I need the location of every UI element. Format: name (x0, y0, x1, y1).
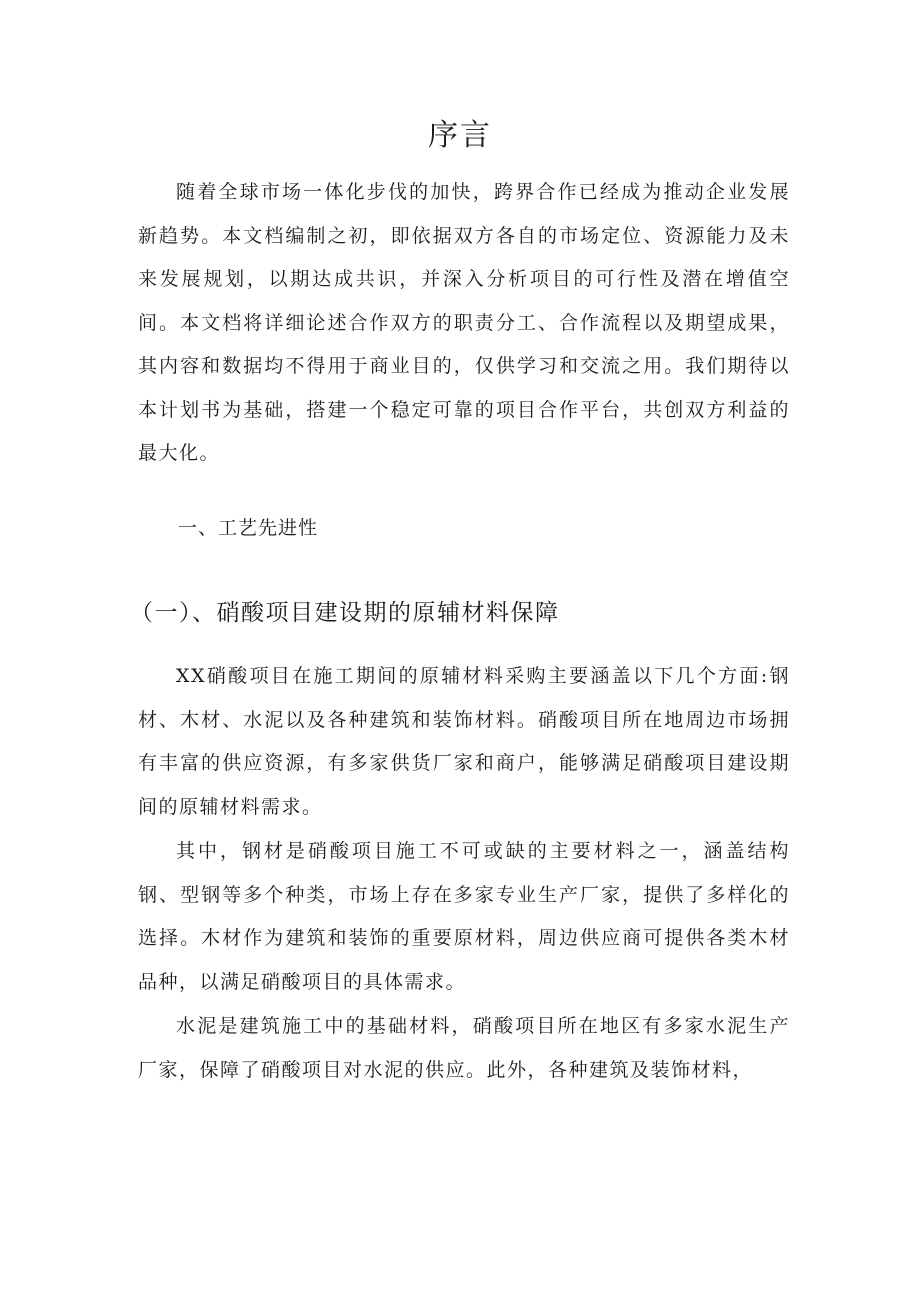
preface-paragraph: 随着全球市场一体化步伐的加快，跨界合作已经成为推动企业发展新趋势。本文档编制之初，即依据双方各自的市场定位、资源能力及未来发展规划，以期达成共识，并深入分析项目的可行性及潜在增值空间。本文档将详细论述合作双方的职责分工、合作流程以及期望成果，其内容和数据均不得用于商业目的，仅供学习和交流之用。我们期待以本计划书为基础，搭建一个稳定可靠的项目合作平台，共创双方利益的最大化。 (138, 181, 790, 464)
subsection-heading: （一）、硝酸项目建设期的原辅材料保障 (130, 600, 560, 626)
section-heading: 一、工艺先进性 (178, 517, 319, 539)
body-paragraph-steel-wood: 其中，钢材是硝酸项目施工不可或缺的主要材料之一，涵盖结构钢、型钢等多个种类，市场上存在多家专业生产厂家，提供了多样化的选择。木材作为建筑和装饰的重要原材料，周边供应商可提供各类木材品种，以满足硝酸项目的具体需求。 (138, 840, 790, 993)
body-paragraph-cement: 水泥是建筑施工中的基础材料，硝酸项目所在地区有多家水泥生产厂家，保障了硝酸项目对水泥的供应。此外，各种建筑及装饰材料， (138, 1015, 790, 1081)
body-paragraph-materials: XX硝酸项目在施工期间的原辅材料采购主要涵盖以下几个方面:钢材、木材、水泥以及各种建筑和装饰材料。硝酸项目所在地周边市场拥有丰富的供应资源，有多家供货厂家和商户，能够满足硝酸项目建设期间的原辅材料需求。 (138, 665, 790, 818)
page-title: 序言 (428, 118, 492, 153)
